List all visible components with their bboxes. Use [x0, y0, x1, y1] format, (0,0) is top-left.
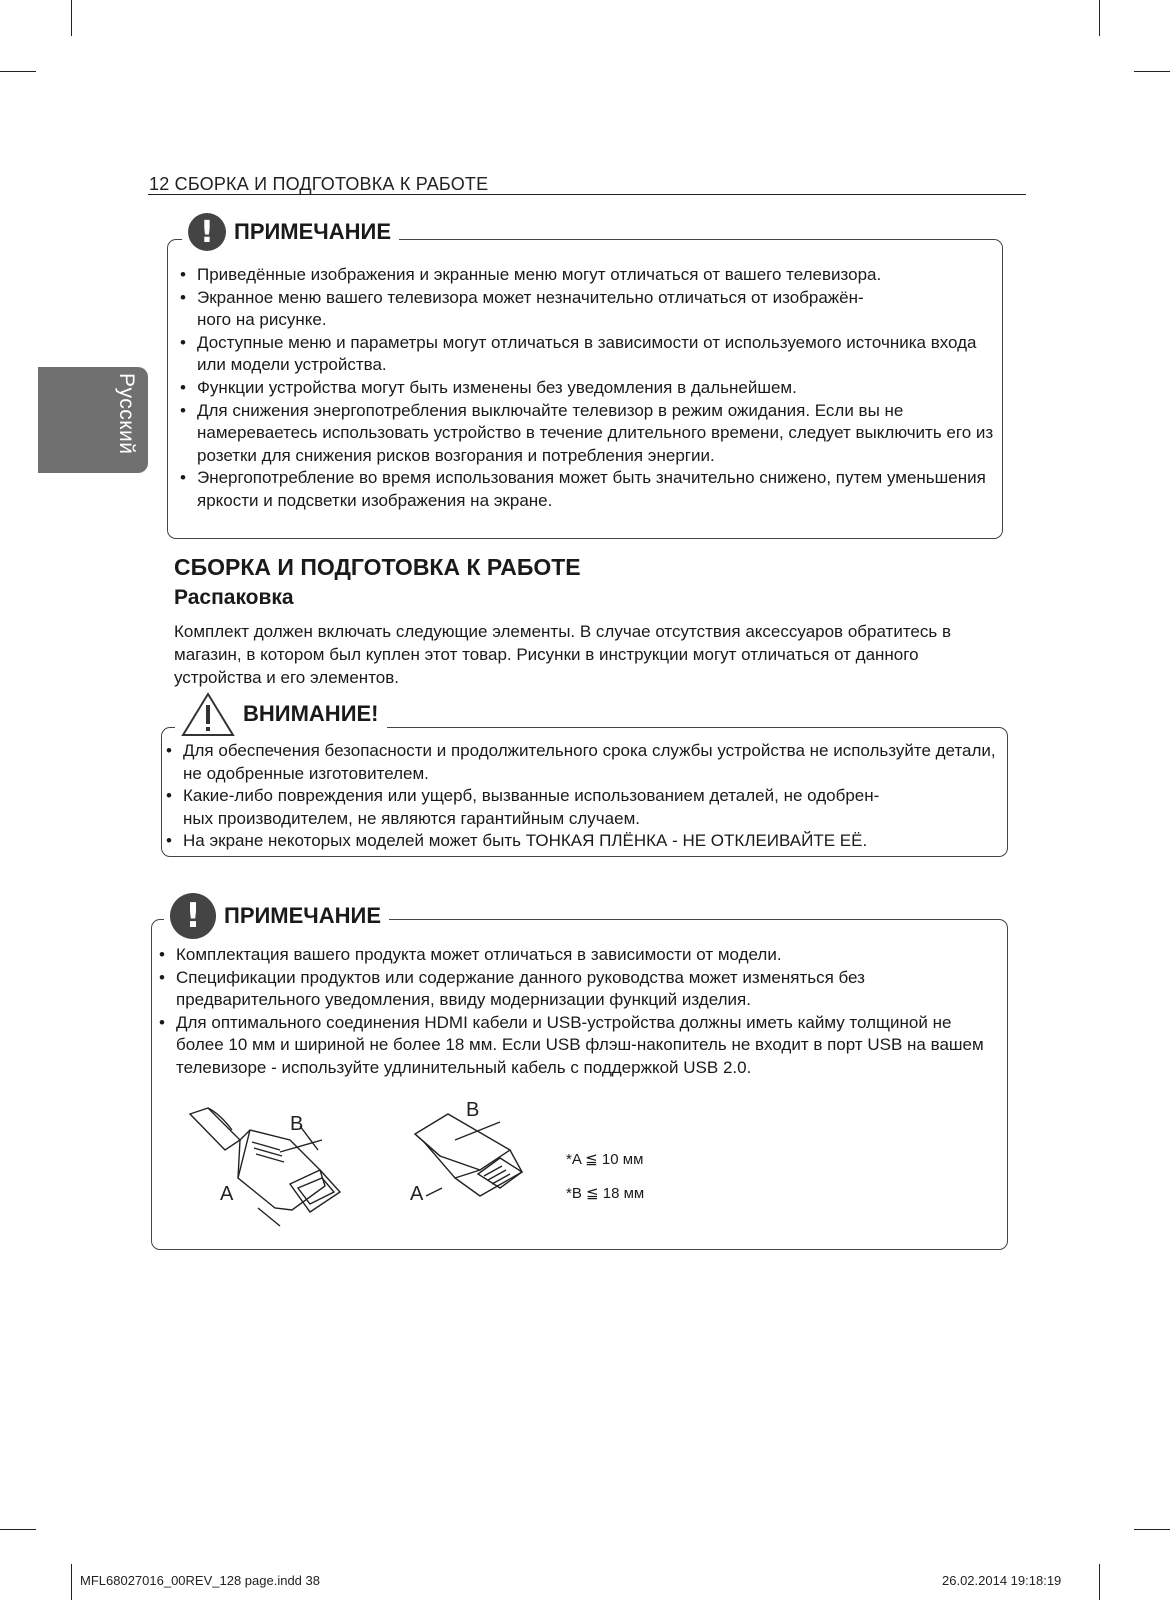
page-header [149, 174, 488, 195]
list-item: • Для оптимального соединения HDMI кабели и USB-устройства должны иметь кайму толщиной не более 10 мм и шириной не более 18 мм. Если USB флэш-накопитель не входит в порт USB на вашем телевизоре - используйте удлинительный кабель с поддержкой USB 2.0. [156, 1012, 1002, 1080]
dimension-label-a: A [220, 1183, 234, 1205]
language-tab-label: Русский [115, 373, 138, 455]
exclamation-circle-icon: ! [170, 893, 216, 939]
note-header [182, 213, 399, 251]
footer-date: 26.02.2014 19:18:19 [942, 1573, 1062, 1588]
list-item: • Энергопотребление во время использования может быть значительно снижено, путем уменьшения яркости и подсветки изображения на экране. [177, 467, 999, 512]
spec-a: *A ≦ 10 мм [566, 1151, 644, 1168]
crop-mark [1099, 1564, 1100, 1600]
list-item: • Функции устройства могут быть изменены без уведомления в дальнейшем. [177, 377, 999, 400]
warning-triangle-icon [181, 691, 235, 737]
crop-mark [1099, 0, 1100, 36]
dimension-label-b: B [466, 1100, 480, 1121]
dimension-label-b: B [290, 1113, 304, 1135]
caution-list [163, 740, 1003, 853]
hdmi-plug-illustration [190, 1108, 340, 1226]
crop-mark [0, 71, 36, 72]
list-item: • Доступные меню и параметры могут отличаться в зависимости от используемого источника входа или модели устройства. [177, 332, 999, 377]
section-paragraph: Комплект должен включать следующие элементы. В случае отсутствия аксессуаров обратитесь в магазин, в котором был куплен этот товар. Рисунки в инструкции могут отличаться от данного устройства и его элементов. [174, 622, 951, 687]
header-rule [148, 194, 1026, 195]
list-item: • Для обеспечения безопасности и продолжительного срока службы устройства не используйте детали, не одобренные изготовителем. [163, 740, 1003, 785]
exclamation-circle-icon: ! [188, 213, 226, 251]
caution-header [175, 691, 387, 737]
section-title: СБОРКА И ПОДГОТОВКА К РАБОТЕ [174, 554, 581, 580]
list-item: • Приведённые изображения и экранные меню могут отличаться от вашего телевизора. [177, 264, 999, 287]
connector-diagram [180, 1100, 720, 1240]
list-item: • Какие-либо повреждения или ущерб, вызванные использованием деталей, не одобрен- ных производителем, не являются гарантийным случаем. [163, 785, 1003, 830]
list-item: • Для снижения энергопотребления выключайте телевизор в режим ожидания. Если вы не намереваетесь использовать устройство в течение длительного времени, следует выключить его из розетки для снижения рисков возгорания и потребления энергии. [177, 400, 999, 468]
crop-mark [1134, 1529, 1170, 1530]
list-item: • На экране некоторых моделей может быть ТОНКАЯ ПЛЁНКА - НЕ ОТКЛЕИВАЙТЕ ЕЁ. [163, 830, 1003, 853]
list-item: • Экранное меню вашего телевизора может незначительно отличаться от изображён- ного на рисунке. [177, 287, 999, 332]
note-list [177, 264, 999, 513]
dimension-label-a: A [410, 1183, 424, 1205]
note-list [156, 944, 1002, 1080]
caution-title: ВНИМАНИЕ! [243, 701, 379, 726]
spec-b: *B ≦ 18 мм [566, 1185, 645, 1202]
language-side-tab [38, 367, 148, 473]
note-title: ПРИМЕЧАНИЕ [234, 219, 392, 244]
note-title: ПРИМЕЧАНИЕ [224, 903, 382, 928]
crop-mark [1134, 71, 1170, 72]
footer-file: MFL68027016_00REV_128 page.indd 38 [80, 1573, 320, 1588]
header-section-title: СБОРКА И ПОДГОТОВКА К РАБОТЕ [174, 174, 489, 194]
page-number: 12 [149, 174, 170, 194]
crop-mark [71, 1564, 72, 1600]
list-item: • Комплектация вашего продукта может отличаться в зависимости от модели. [156, 944, 1002, 967]
section-subtitle: Распаковка [174, 586, 294, 609]
note-header [164, 893, 389, 939]
usb-plug-illustration [415, 1114, 522, 1196]
crop-mark [0, 1529, 36, 1530]
crop-mark [71, 0, 72, 36]
list-item: • Спецификации продуктов или содержание данного руководства может изменяться без предварительного уведомления, ввиду модернизации функций изделия. [156, 967, 1002, 1012]
